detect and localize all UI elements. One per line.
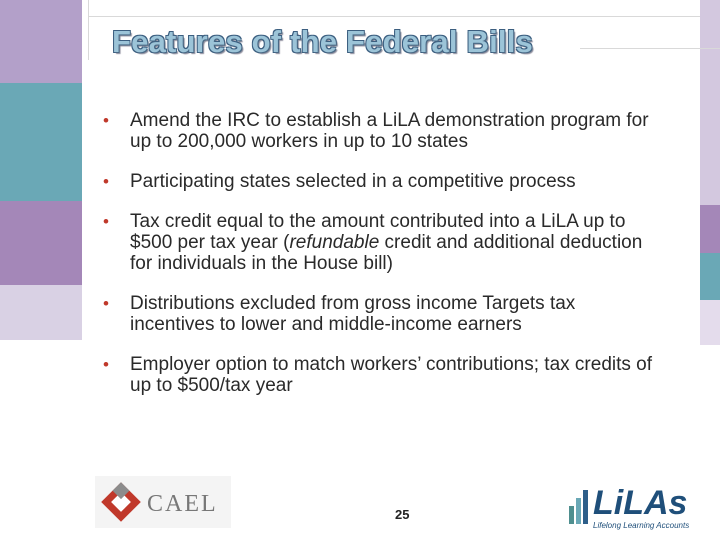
bullet-item — [103, 354, 663, 396]
top-rule — [88, 16, 700, 17]
left-lavender-block-bottom — [0, 285, 82, 340]
right-purple-block — [700, 205, 720, 253]
bullet-text-pre: Tax credit equal to the amount contributed into a LiLA up to $500 per tax year ( — [130, 211, 626, 253]
bullet-dot: • — [103, 111, 109, 130]
left-vertical-rule — [88, 0, 89, 60]
bullet-list — [103, 110, 663, 415]
bullet-text-post: credit and additional deduction for individuals in the House bill) — [130, 232, 643, 274]
left-lavender-block-top — [0, 0, 82, 83]
bullet-dot: • — [103, 172, 109, 191]
bullet-item — [103, 171, 663, 192]
page-number: 25 — [395, 507, 410, 522]
bullet-text: Employer option to match workers’ contributions; tax credits of up to $500/tax year — [130, 354, 653, 396]
bullet-dot: • — [103, 294, 109, 313]
left-purple-block — [0, 201, 82, 285]
right-lavender-block-bottom — [700, 300, 720, 345]
bullet-text-emphasis: refundable — [289, 232, 380, 253]
lilas-logo — [565, 472, 715, 532]
right-lavender-block-top — [700, 0, 720, 205]
bullet-text: Distributions excluded from gross income Targets tax incentives to lower and middle-income earners — [130, 293, 576, 335]
right-teal-block — [700, 253, 720, 300]
bullet-text: Amend the IRC to establish a LiLA demonstration program for up to 200,000 workers in up to 10 states — [130, 110, 649, 152]
bullet-dot: • — [103, 212, 109, 231]
bullet-item — [103, 293, 663, 335]
left-teal-block — [0, 83, 82, 201]
cael-logo-text: CAEL — [147, 491, 218, 517]
lilas-tagline: Lifelong Learning Accounts — [593, 521, 690, 530]
lilas-logo-text: LiLAs — [593, 484, 688, 522]
cael-logo-graphic — [95, 476, 231, 528]
bullet-dot: • — [103, 355, 109, 374]
lilas-logo-graphic — [565, 472, 715, 532]
slide-title: Features of the Federal Bills — [112, 24, 533, 59]
bullet-item — [103, 110, 663, 152]
bullet-item — [103, 211, 663, 274]
cael-logo — [95, 476, 231, 528]
bullet-text: Participating states selected in a competitive process — [130, 171, 576, 192]
